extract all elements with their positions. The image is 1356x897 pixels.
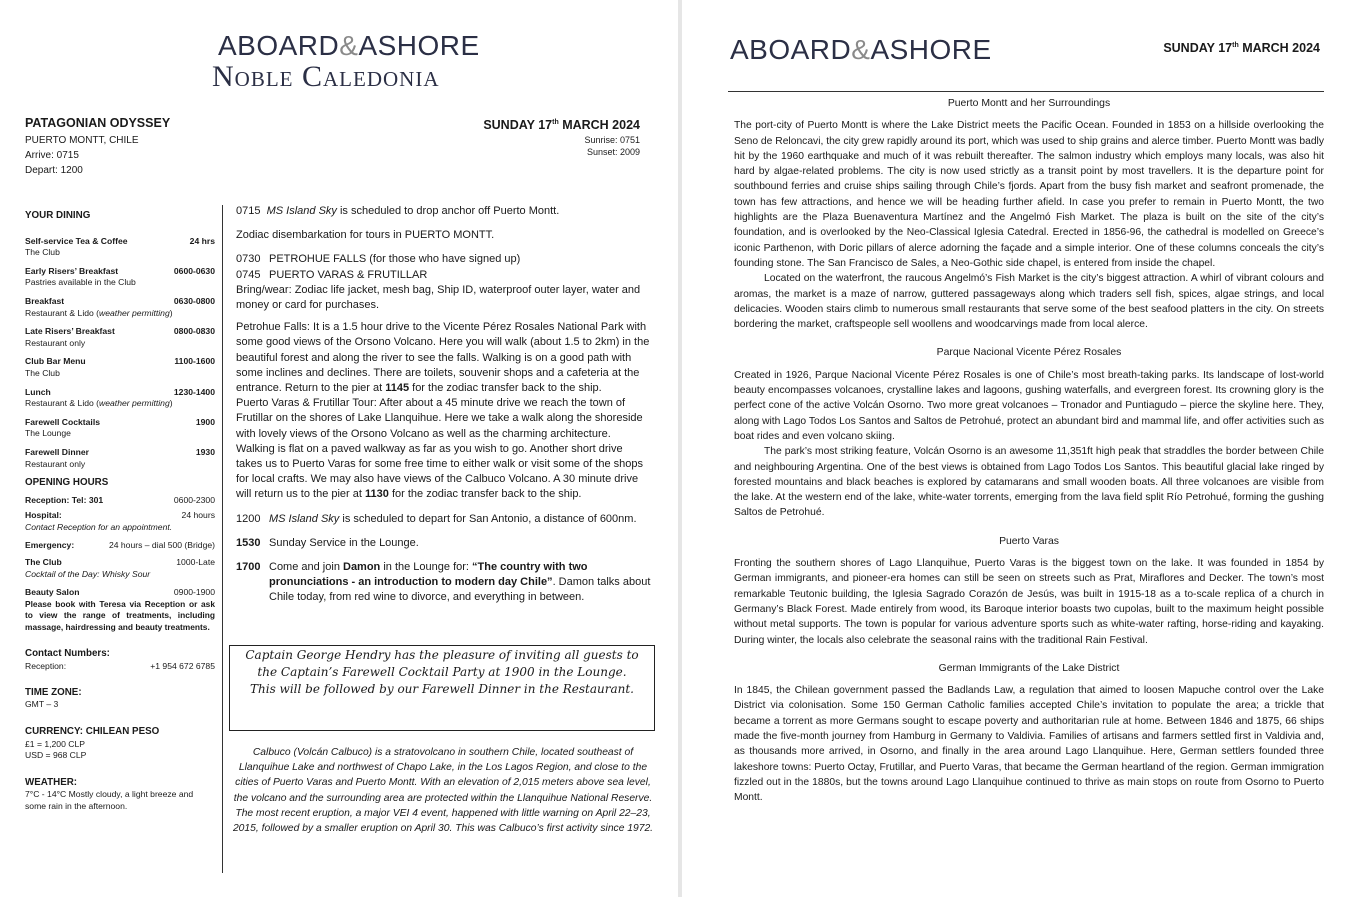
article-paragraph: Fronting the southern shores of Lago Llanquihue, Puerto Varas is the biggest town on the lake. It was founded in 1854 by German immigrants, and pioneer-era homes can still be seen on streets such as Prat, Miraflores and Decker. The town’s most remarkable Teutonic building, the Iglesia Sagrado Corazón de Jesús, was built in 1915-18 as a to-scale replica of a church in Germany’s Black Forest. Made entirely from wood, its Baroque interior boasts two cupolas, built to the maximum height possible without metal supports. The town is popular for various adventure sports such as white-water rafting, horse-riding and kayaking. During winter, the locals also celebrate the seasonal rains with the traditional Rain Festival. xyxy=(734,558,1324,646)
dining-item-location: The Club xyxy=(25,367,60,378)
dining-item xyxy=(25,296,215,319)
dining-item xyxy=(25,236,215,259)
anchor-entry: 0715 MS Island Sky is scheduled to drop anchor off Puerto Montt. xyxy=(236,205,560,217)
dining-item-time: 0800-0830 xyxy=(173,326,215,337)
article xyxy=(734,345,1324,520)
arrive-time: Arrive: 0715 xyxy=(25,150,79,161)
article-title: German Immigrants of the Lake District xyxy=(938,662,1120,674)
daily-programme xyxy=(236,204,651,606)
dining-item xyxy=(25,326,215,349)
article-paragraph: Located on the waterfront, the raucous Angelmó’s Fish Market is the city’s biggest attraction. A whirl of vibrant colours and aromas, the market is a maze of narrow, guttered passageways along which traders sell fish, spices, algae strings, and local delicacies. Wooden stairs climb to numerous small restaurants that serve some of the best seafood platters in the city. On streets bordering the market, craftspeople sell woollens and woodcarvings made from local alerce. xyxy=(734,273,1324,331)
article-title: Puerto Montt and her Surroundings xyxy=(947,98,1111,109)
article-paragraph: The port-city of Puerto Montt is where the Lake District meets the Pacific Ocean. Founded in 1853 on a hillside overlooking the Seno de Reloncavi, the city grew rapidly around its port, which was used to ship grains and alerce timber. Puerto Montt was badly hit by the 1960 earthquake and much of it was rebuilt thereafter. The salmon industry which employs many locals, was also hit hard by algae-related problems. The city is now used strictly as a transit point by most travellers. It is the departure point for southbound ferries and cruise ships sailing through Chile’s fjords. Apart from the busy fish market and seafront promenade, the town has few attractions, and hence we will be heading further afield. In case you prefer to remain in Puerto Montt, the two highlights are the Plaza Buenaventura Martínez and the Angelmó Fish Market. The plaza is built on the site of the city’s foundation, and is overlooked by the Neo-Classical Iglesia Catedral. Erected in 1856-96, the cathedral is modelled on Greece’s iconic Parthenon, with Doric pillars of alerce adorning the façade and a simple interior. One of these columns conceals the city’s founding stone. The San Francisco de Sales, a Neo-Gothic side chapel, is entered from inside the chapel. xyxy=(734,120,1324,269)
sunset: Sunset: 2009 xyxy=(586,147,640,157)
weather-text: 7°C - 14°C Mostly cloudy, a light breeze and some rain in the afternoon. xyxy=(25,789,194,811)
emergency-hours: Emergency: 24 hours – dial 500 (Bridge) xyxy=(25,540,215,551)
dining-item-name: Late Risers’ Breakfast xyxy=(25,326,115,337)
dining-item-time: 1230-1400 xyxy=(173,386,215,397)
dining-item-row xyxy=(25,236,215,248)
service-entry: 1530 Sunday Service in the Lounge. xyxy=(236,536,419,549)
hospital-note: Contact Reception for an appointment. xyxy=(25,521,173,532)
header-rule xyxy=(728,91,1324,92)
tour-varas: 0745 PUERTO VARAS & FRUTILLAR xyxy=(236,268,428,281)
salon-hours: Beauty Salon 0900-1900 xyxy=(25,587,215,598)
timezone-heading: TIME ZONE: xyxy=(25,686,82,698)
dining-item-location: Restaurant only xyxy=(25,337,86,348)
tour-petrohue: 0730 PETROHUE FALLS (for those who have signed up) xyxy=(236,253,521,266)
opening-hours-heading: OPENING HOURS xyxy=(25,477,109,489)
dining-item-row xyxy=(25,356,215,368)
currency-heading: CURRENCY: CHILEAN PESO xyxy=(25,726,160,737)
dining-item-location: Restaurant & Lido (weather permitting) xyxy=(25,398,173,409)
date-block xyxy=(483,117,640,158)
article xyxy=(734,96,1324,332)
sunrise: Sunrise: 0751 xyxy=(584,135,640,145)
dining-item xyxy=(25,387,215,410)
article xyxy=(734,534,1324,648)
page-date: SUNDAY 17th MARCH 2024 xyxy=(483,118,640,132)
article-paragraph: The park’s most striking feature, Volcán Osorno is an awesome 11,351ft high peak that straddles the border between Chile and neighbouring Argentina. One of the best views is obtained from Lago Todos Los Santos. This beautiful glacial lake ringed by forested mountains and black beaches is explored by catamarans and small wooden boats. All three volcanoes are visible from the lake. At the western end of the lake, white-water torrents, emerging from the lava field split Río Petrohué, forming the gushing Saltos de Petrohué. xyxy=(734,446,1324,519)
column-divider xyxy=(222,205,223,873)
dining-item-location: Restaurant & Lido (weather permitting) xyxy=(25,307,173,318)
hospital-hours: Hospital: 24 hours xyxy=(25,510,215,521)
dining-item-time: 0600-0630 xyxy=(173,265,215,276)
noble-caledonia-logo: Noble Caledonia xyxy=(212,60,440,93)
varas-description: Puerto Varas & Frutillar Tour: After about a 45 minute drive we reach the town of Frutillar on the shores of Lake Llanquihue. Here we take a walk along the shoreside with lovely views of the Orsono Volcano as well as the charming architecture. Walking is flat on a paved walkway as far as you wish to go. Another short drive takes us to Puerto Varas for some free time to either walk or visit some of the shops for local crafts. We may also have views of the Calbuco Volcano. A 30 minute drive will return us to the pier at 1130 for the zodiac transfer back to the ship. xyxy=(236,397,643,501)
dining-item xyxy=(25,266,215,289)
article-title: Parque Nacional Vicente Pérez Rosales xyxy=(936,347,1122,359)
dining-item-row xyxy=(25,296,215,308)
reception-contact: Reception: +1 954 672 6785 xyxy=(25,661,215,672)
dining-item xyxy=(25,417,215,440)
talk-entry: 1700 Come and join Damon in the Lounge for: “The country with two pronunciations - an introduction to modern day Chile”. Damon talks about Chile today, from red wine to divorce, and everything in between. xyxy=(236,561,651,604)
aboard-ashore-logo-right: ABOARD&ASHORE xyxy=(730,34,992,65)
club-note: Cocktail of the Day: Whisky Sour xyxy=(25,568,151,579)
article-title: Puerto Varas xyxy=(999,535,1059,547)
currency-usd: USD = 968 CLP xyxy=(25,750,87,761)
dining-item-name: Early Risers’ Breakfast xyxy=(25,265,119,276)
reception-hours: Reception: Tel: 301 0600-2300 xyxy=(25,494,215,505)
article xyxy=(734,661,1324,806)
dining-item-row xyxy=(25,387,215,399)
bring-wear: Bring/wear: Zodiac life jacket, mesh bag, Ship ID, waterproof outer layer, water and money or card for purchases. xyxy=(236,283,641,312)
zodiac-entry: Zodiac disembarkation for tours in PUERTO MONTT. xyxy=(236,229,495,242)
dining-item xyxy=(25,447,215,470)
dining-item xyxy=(25,356,215,379)
petrohue-description: Petrohue Falls: It is a 1.5 hour drive to the Vicente Pérez Rosales National Park with some good views of the Orsono Volcano. Here you will walk (about 1.5 to 2km) in the beautiful forest and along the river to see the falls. Walking is on a good path with some inclines and declines. There are toilets, souvenir shops and a cafeteria at the entrance. Return to the pier at 1145 for the zodiac transfer back to the ship. xyxy=(236,321,650,395)
contact-heading: Contact Numbers: xyxy=(25,647,110,659)
dining-item-name: Farewell Cocktails xyxy=(25,416,100,427)
sidebar xyxy=(25,206,215,813)
dining-item-time: 24 hrs xyxy=(189,235,215,246)
right-page xyxy=(682,0,1356,897)
captain-invitation: Captain George Hendry has the pleasure of inviting all guests to the Captain’s Farewell Cocktail Party at 1900 in the Lounge. xyxy=(245,648,639,679)
dining-item-location: The Club xyxy=(25,247,60,258)
article-paragraph: In 1845, the Chilean government passed the Badlands Law, a regulation that aimed to loosen Mapuche control over the Lake District via colonisation. Some 150 German Catholic families accepted Chile’s invitation to populate the area; a trickle that became a torrent as more Germans sought to escape poverty and authoritarian rule at home. Between 1846 and 1875, 66 ships made the five-month journey from Hamburg in Germany to Valdivia. Families of artisans and farmers settled first in Valdivia and, as thousands more arrived, in Osorno, and finally in the area around Lago Llanquihue. Here, German settlers founded three lakeshore towns: Puerto Octay, Frutillar, and Puerto Varas, that became the German heartland of the region. German immigration fizzled out in the 1880s, but the towns around Lago Llanquihue continued to thrive as main stops on route from Osorno to Puerto Montt. xyxy=(734,685,1324,804)
dining-heading: YOUR DINING xyxy=(25,210,91,221)
calbuco-info xyxy=(232,745,654,836)
article-paragraph: Created in 1926, Parque Nacional Vicente Pérez Rosales is one of Chile’s most breath-taking parks. Its landscape of lost-world beauty encompasses volcanoes, crystalline lakes and lagoons, gushing waterfalls, and evergreen forest. Its crowning glory is the perfect cone of the active Volcán Osorno. Two more great volcanoes – Tronador and Puntiagudo – pierce the skyline here. They, along with Lago Todos Los Santos and Saltos de Petrohué, protect an abundant bird and mammal life, and offer activities such as boat rides and even volcano skiing. xyxy=(734,369,1324,442)
calbuco-paragraph-2: The most recent eruption, a major VEI 4 event, happened with little warning on April 22–23, 2015, followed by a smaller eruption on April 30. This was Calbuco’s first activity since 1972. xyxy=(232,807,654,835)
dining-item-time: 1930 xyxy=(195,446,215,457)
dining-list xyxy=(25,236,215,471)
depart-entry: 1200 MS Island Sky is scheduled to depart for San Antonio, a distance of 600nm. xyxy=(236,512,637,525)
dining-item-row xyxy=(25,266,215,278)
dining-item-name: Self-service Tea & Coffee xyxy=(25,235,128,246)
dining-item-name: Farewell Dinner xyxy=(25,446,89,457)
aboard-ashore-logo: ABOARD&ASHORE xyxy=(218,30,480,61)
port-name: PUERTO MONTT, CHILE xyxy=(25,135,139,146)
voyage-name: PATAGONIAN ODYSSEY xyxy=(25,116,171,130)
farewell-dinner-note: This will be followed by our Farewell Dinner in the Restaurant. xyxy=(250,682,634,696)
dining-item-location: Pastries available in the Club xyxy=(25,277,136,288)
club-hours: The Club 1000-Late xyxy=(25,557,215,568)
articles xyxy=(734,96,1324,818)
dining-item-time: 0630-0800 xyxy=(173,295,215,306)
timezone-value: GMT – 3 xyxy=(25,699,59,710)
dining-item-name: Club Bar Menu xyxy=(25,356,86,367)
dining-item-location: Restaurant only xyxy=(25,458,86,469)
weather-heading: WEATHER: xyxy=(25,776,78,788)
dining-item-time: 1900 xyxy=(195,416,215,427)
dining-item-row xyxy=(25,326,215,338)
depart-time: Depart: 1200 xyxy=(25,165,83,176)
dining-item-row xyxy=(25,417,215,429)
page-date-right: SUNDAY 17th MARCH 2024 xyxy=(1163,41,1320,55)
dining-item-location: The Lounge xyxy=(25,428,71,439)
dining-item-time: 1100-1600 xyxy=(174,356,215,367)
currency-gbp: £1 = 1,200 CLP xyxy=(25,738,85,749)
dining-item-name: Lunch xyxy=(25,386,51,397)
captain-invitation-box xyxy=(229,645,655,731)
dining-item-row xyxy=(25,447,215,459)
dining-item-name: Breakfast xyxy=(25,295,65,306)
voyage-info xyxy=(25,116,170,178)
calbuco-paragraph-1: Calbuco (Volcán Calbuco) is a stratovolcano in southern Chile, located southeast of Llanquihue Lake and northwest of Chapo Lake, in the Los Lagos Region, and close to the cities of Puerto Varas and Puerto Montt. With an elevation of 2,015 meters above sea level, the volcano and the surrounding area are protected within the Llanquihue National Reserve. xyxy=(233,747,653,804)
salon-note: Please book with Teresa via Reception or ask to view the range of treatments, including massage, hairdressing and beauty treatments. xyxy=(25,598,215,633)
